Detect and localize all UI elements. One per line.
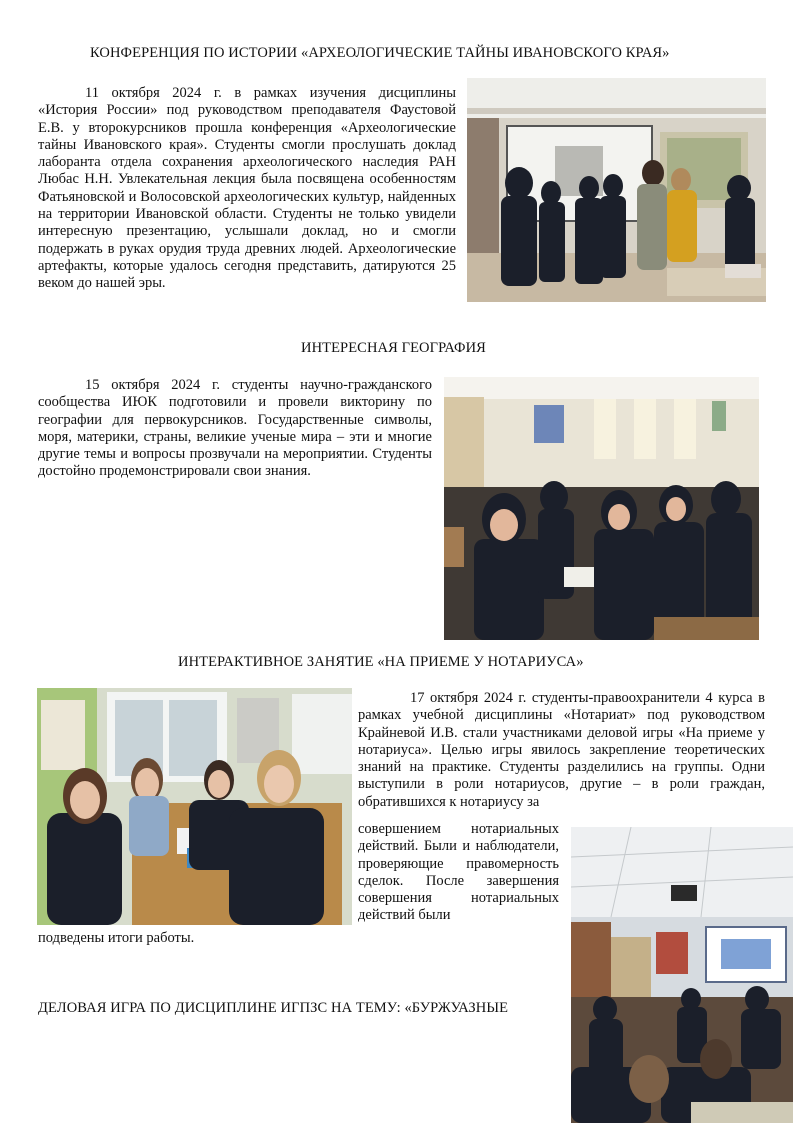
- section-3-heading: ИНТЕРАКТИВНОЕ ЗАНЯТИЕ «НА ПРИЕМЕ У НОТАРИУСА»: [178, 654, 584, 670]
- section-4-heading: ДЕЛОВАЯ ИГРА ПО ДИСЦИПЛИНЕ ИГПЗС НА ТЕМУ: «БУРЖУАЗНЫЕ: [38, 1000, 509, 1016]
- section-3-body-part3: подведены итоги работы.: [38, 930, 195, 946]
- section-3-body-part2: совершением нотариальных действий. Были и наблюдатели, проверяющие правомерность сделок. После завершения совершения нотариальных действий были: [358, 821, 559, 924]
- section-2-heading: ИНТЕРЕСНАЯ ГЕОГРАФИЯ: [301, 340, 486, 356]
- conference-photo: [467, 78, 766, 302]
- notary-game-photo: [37, 688, 352, 925]
- section-1-body: 11 октября 2024 г. в рамках изучения дисциплины «История России» под руководством преподавателя Фаустовой Е.В. у второкурсников прошла конференция «Археологические тайны Ивановского края». Студенты смогли прослушать доклад лаборанта отдела сохранения археологического наследия РАН Любас Н.Н. Увлекательная лекция была посвящена особенностям Фатьяновской и Волосовской археологических культур, найденных на территории Ивановской области. Студенты не только увидели интересную презентацию, услышали доклад, но и смогли подержать в руках орудия труда древних людей. Археологические артефакты, которые удалось сегодня представить, датируются 25 веком до нашей эры.: [38, 85, 456, 292]
- section-3-body-part1: 17 октября 2024 г. студенты-правоохранители 4 курса в рамках учебной дисциплины «Нотариат» под руководством Крайневой И.В. стали участниками деловой игры «На приеме у нотариуса». Целью игры явилось закрепление теоретических знаний на практике. Студенты разделились на группы. Одни выступили в роли нотариусов, другие – в роли граждан, обратившихся к нотариусу за: [358, 690, 765, 810]
- section-2-body: 15 октября 2024 г. студенты научно-гражданского сообщества ИЮК подготовили и провели викторину по географии для первокурсников. Государственные символы, моря, материки, страны, великие ученые мира – эти и многие другие темы и вопросы прозвучали на мероприятии. Студенты достойно продемонстрировали свои знания.: [38, 377, 432, 480]
- section-1-heading: КОНФЕРЕНЦИЯ ПО ИСТОРИИ «АРХЕОЛОГИЧЕСКИЕ ТАЙНЫ ИВАНОВСКОГО КРАЯ»: [90, 45, 670, 61]
- geography-quiz-photo: [444, 377, 759, 640]
- classroom-presentation-photo: [571, 827, 793, 1123]
